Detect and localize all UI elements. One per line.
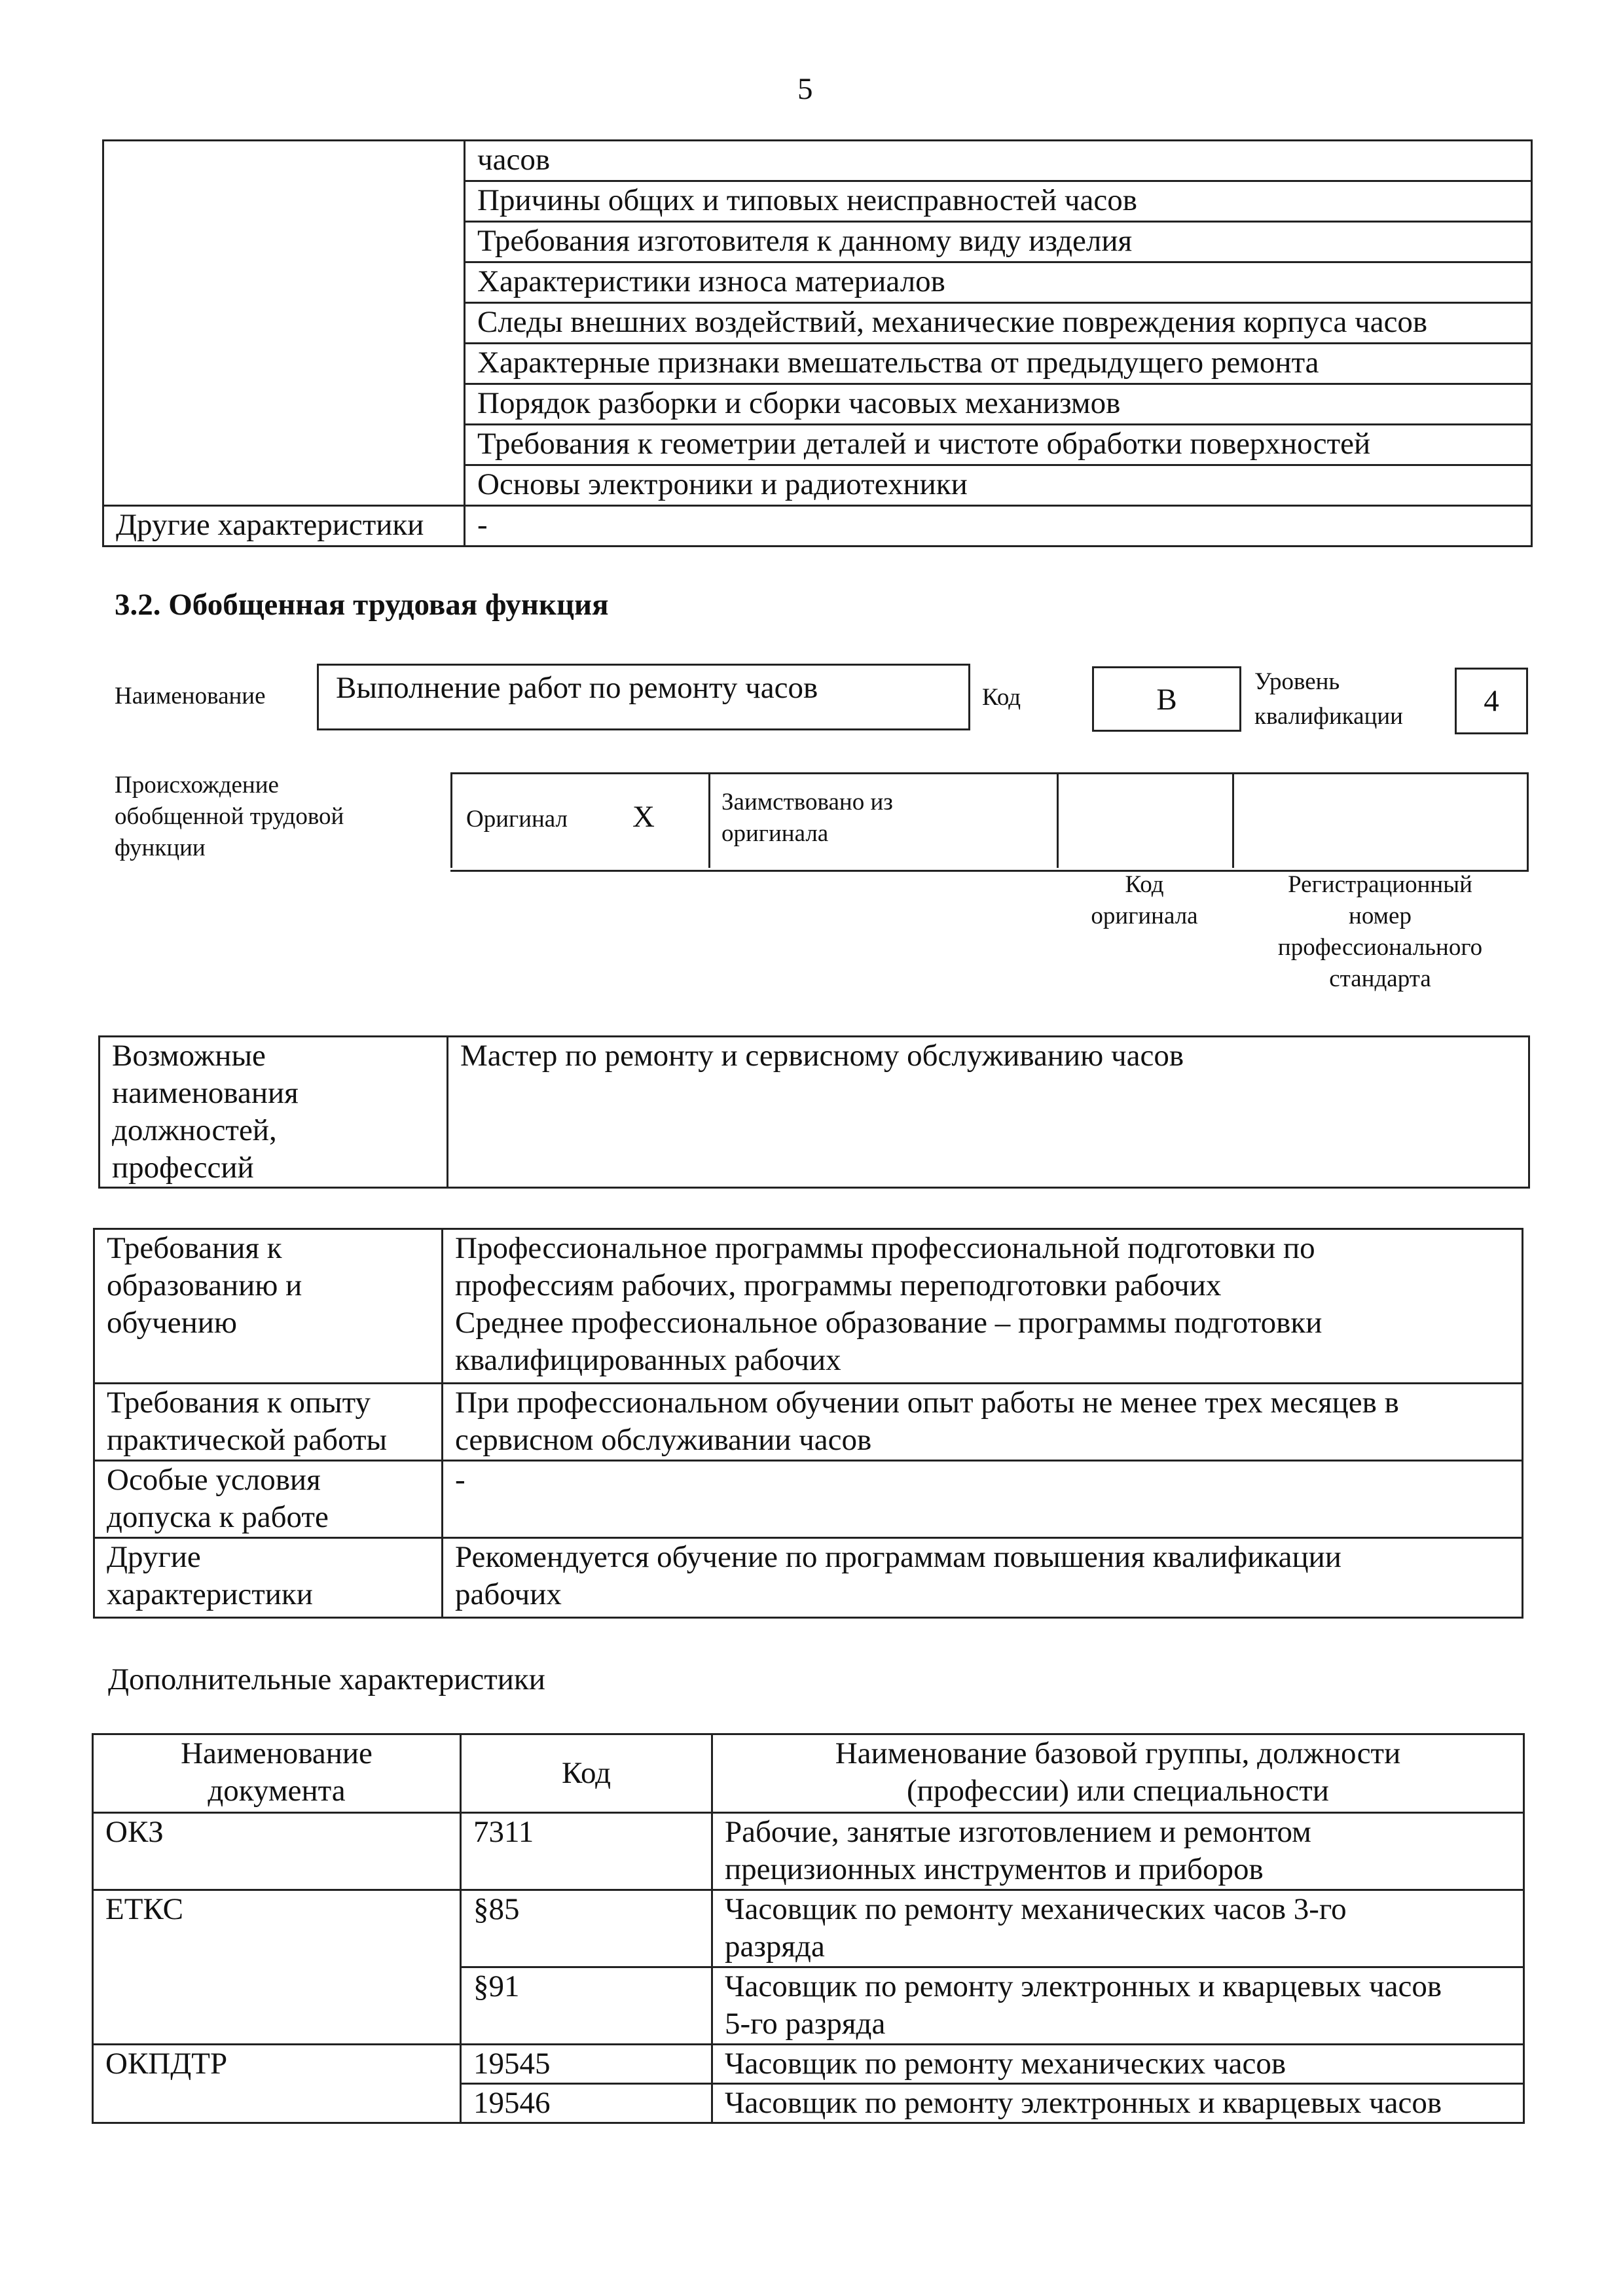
- level-label-1: Уровень: [1254, 668, 1340, 695]
- okpdtr-doc: ОКПДТР: [93, 2045, 461, 2123]
- experience-value: При профессиональном обучении опыт работы не менее трех месяцев в сервисном обслуживании часов: [443, 1384, 1523, 1461]
- admission-value: -: [443, 1461, 1523, 1538]
- additional-title: Дополнительные характеристики: [108, 1662, 545, 1696]
- origin-label-3: функции: [115, 834, 206, 861]
- original-mark: X: [632, 800, 655, 834]
- knowledge-label-cell: [103, 141, 465, 506]
- origin-divider: [450, 772, 452, 868]
- code-original-caption-1: Код: [1125, 871, 1164, 898]
- original-label: Оригинал: [466, 806, 568, 833]
- header-code: Код: [461, 1734, 712, 1813]
- okz-code: 7311: [461, 1813, 712, 1890]
- okpdtr-name: Часовщик по ремонту механических часов: [712, 2045, 1524, 2084]
- other-characteristics-label: Другие характеристики: [103, 506, 465, 547]
- knowledge-item: Причины общих и типовых неисправностей часов: [465, 181, 1532, 222]
- okpdtr-name: Часовщик по ремонту электронных и кварцевых часов: [712, 2084, 1524, 2123]
- origin-divider: [1232, 772, 1234, 868]
- other-characteristics-value: -: [465, 506, 1532, 547]
- okpdtr-code: 19545: [461, 2045, 712, 2084]
- borrowed-label-1: Заимствовано из: [721, 789, 893, 816]
- origin-divider: [708, 772, 710, 868]
- code-label: Код: [982, 684, 1021, 711]
- etks-name: Часовщик по ремонту электронных и кварцевых часов 5-го разряда: [712, 1967, 1524, 2045]
- other-value: Рекомендуется обучение по программам повышения квалификации рабочих: [443, 1538, 1523, 1618]
- okpdtr-code: 19546: [461, 2084, 712, 2123]
- reg-number-caption-2: номер: [1349, 903, 1412, 929]
- origin-label-2: обобщенной трудовой: [115, 803, 344, 830]
- name-value: Выполнение работ по ремонту часов: [336, 671, 818, 705]
- okz-doc: ОКЗ: [93, 1813, 461, 1890]
- education-label: Требования к образованию и обучению: [94, 1229, 443, 1384]
- knowledge-item: Требования к геометрии деталей и чистоте обработки поверхностей: [465, 425, 1532, 465]
- knowledge-item: Характерные признаки вмешательства от предыдущего ремонта: [465, 344, 1532, 384]
- experience-label: Требования к опыту практической работы: [94, 1384, 443, 1461]
- etks-code: §91: [461, 1967, 712, 2045]
- header-name: Наименование базовой группы, должности (профессии) или специальности: [712, 1734, 1524, 1813]
- level-value-box: [1455, 668, 1528, 734]
- knowledge-item: часов: [465, 141, 1532, 181]
- knowledge-item: Требования изготовителя к данному виду изделия: [465, 222, 1532, 262]
- name-value-box: [317, 664, 970, 730]
- origin-box: [450, 772, 1529, 872]
- origin-divider: [1057, 772, 1059, 868]
- positions-value: Мастер по ремонту и сервисному обслуживанию часов: [448, 1037, 1529, 1188]
- additional-table: [92, 1733, 1525, 2124]
- etks-code: §85: [461, 1890, 712, 1967]
- positions-table: [98, 1035, 1530, 1189]
- code-original-caption-2: оригинала: [1091, 903, 1198, 929]
- knowledge-item: Порядок разборки и сборки часовых механизмов: [465, 384, 1532, 425]
- code-value-box: [1092, 666, 1241, 732]
- code-value: B: [1156, 683, 1177, 717]
- okz-name: Рабочие, занятые изготовлением и ремонтом прецизионных инструментов и приборов: [712, 1813, 1524, 1890]
- other-label: Другие характеристики: [94, 1538, 443, 1618]
- knowledge-item: Характеристики износа материалов: [465, 262, 1532, 303]
- knowledge-table: [102, 139, 1533, 547]
- reg-number-caption-3: профессионального: [1277, 934, 1483, 961]
- name-label: Наименование: [115, 683, 266, 709]
- education-value: Профессиональное программы профессиональной подготовки по профессиям рабочих, программы переподготовки рабочих Среднее профессиональное образование – программы подготовки квалифицированных рабочих: [443, 1229, 1523, 1384]
- level-label-2: квалификации: [1254, 703, 1403, 730]
- positions-label: Возможные наименования должностей, профессий: [100, 1037, 448, 1188]
- reg-number-caption-4: стандарта: [1329, 965, 1431, 992]
- knowledge-item: Следы внешних воздействий, механические повреждения корпуса часов: [465, 303, 1532, 344]
- level-value: 4: [1484, 684, 1499, 718]
- admission-label: Особые условия допуска к работе: [94, 1461, 443, 1538]
- etks-name: Часовщик по ремонту механических часов 3-го разряда: [712, 1890, 1524, 1967]
- reg-number-caption-1: Регистрационный: [1288, 871, 1472, 898]
- knowledge-item: Основы электроники и радиотехники: [465, 465, 1532, 506]
- requirements-table: [93, 1228, 1523, 1619]
- borrowed-label-2: оригинала: [721, 820, 829, 847]
- origin-label-1: Происхождение: [115, 772, 279, 798]
- header-document: Наименование документа: [93, 1734, 461, 1813]
- page-number: 5: [797, 72, 813, 106]
- section-title: 3.2. Обобщенная трудовая функция: [115, 588, 609, 622]
- etks-doc: ЕТКС: [93, 1890, 461, 2045]
